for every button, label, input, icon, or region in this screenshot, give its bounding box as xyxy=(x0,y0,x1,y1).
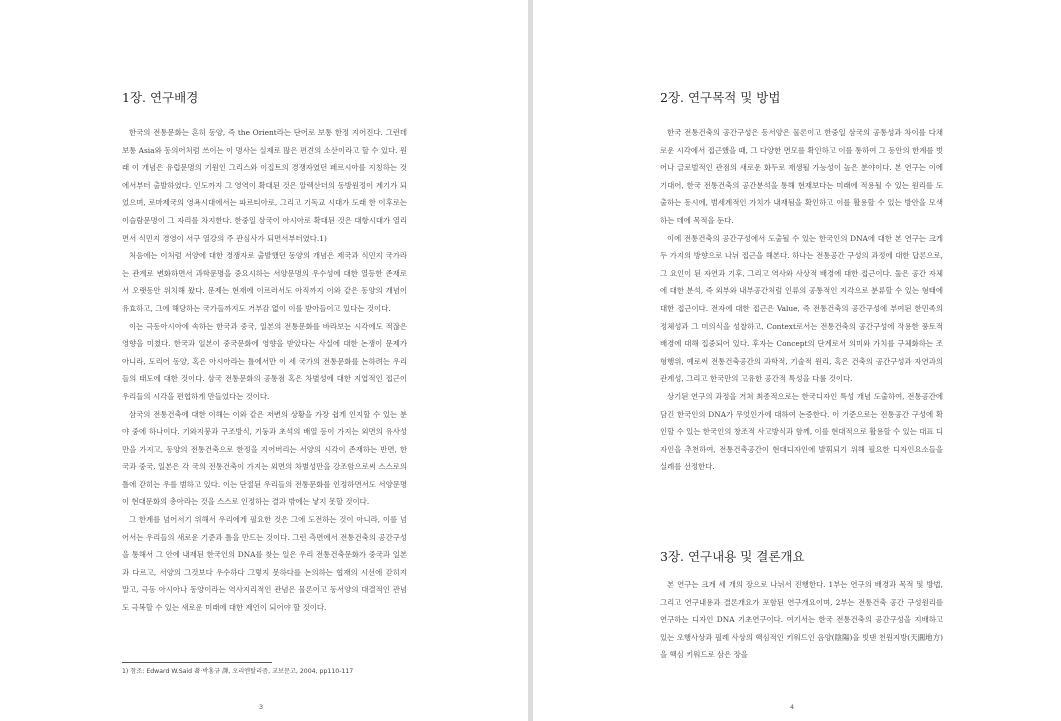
paragraph: 삼국의 전통건축에 대한 이해는 이와 같은 저변의 상황을 가장 쉽게 인지할 수 있는 분야 중에 하나이다. 기와지붕과 구조방식, 기둥과 초석의 배열 등이 가지는 외면의 유사성만을 가지고, 동양의 전통건축으로 한정을 지어버리는 서양의 시각이 존재하는 반면, 한국과 중국, 일본은 각 국의 전통건축이 가지는 외면의 차별성만을 강조함으로써 스스로의 틀에 갇히는 우를 범하고 있다. 이는 단절된 우리들의 전통문화를 인정하면서도 서양문명이 현대문화의 총아라는 것을 스스로 인정하는 결과 밖에는 낳지 못할 것이다. xyxy=(122,409,407,507)
paragraph: 한국의 전통문화는 흔히 동양, 즉 the Orient라는 단어로 보통 한정 지어진다. 그런데 보통 Asia와 동의어처럼 쓰이는 이 명사는 실제로 많은 편견의 소산이라고 할 수 있다. 원래 이 개념은 유럽문명의 기원인 그리스와 이집트의 경쟁자였던 페르시아를 지칭하는 것에서부터 출발하였다. 인도까지 그 영역이 확대된 것은 알렉산더의 동방원정이 계기가 되었으며, 로마제국의 영욕시대에서는 파르티아로, 그리고 기독교 시대가 도래 한 이후로는 이슬람문명이 그 자리를 차지한다. 한중일 삼국이 아시아로 확대된 것은 대항시대가 열리면서 식민지 경영이 서구 열강의 주 관심사가 되면서부터였다.1) xyxy=(122,128,407,243)
page-left xyxy=(0,0,528,721)
paragraph: 본 연구는 크게 세 개의 장으로 나뉘서 진행한다. 1부는 연구의 배경과 목적 및 방법, 그리고 연구내용과 결론개요가 포함된 연구개요이며, 2부는 전통건축 공간 구성원리를 연구하는 디자인 DNA 기초연구이다. 여기서는 한국 전통건축의 공간구성을 지배하고 있는 오행사상과 필례 사상의 핵심적인 키워드인 음양(陰陽)을 빗댄 천원지방(天圓地方)을 핵심 키워드로 삼은 장을 xyxy=(660,580,943,660)
paragraph: 처음에는 이처럼 서양에 대한 경쟁자로 출발했던 동양의 개념은 제국과 식민지 국가라는 관계로 변화하면서 과학문명을 중요시하는 서양문명의 우수성에 대한 열등한 존재로서 오랫동안 위치해 왔다. 문제는 현재에 이르러서도 아직까지 이와 같은 동양의 개념이 유효하고, 그에 해당하는 국가들까지도 거부감 없이 이를 받아들이고 있다는 것이다. xyxy=(122,251,407,313)
section-heading: 2장. 연구목적 및 방법 xyxy=(660,90,781,105)
page-number: 4 xyxy=(790,703,795,711)
paragraph: 이에 전통건축의 공간구성에서 도출될 수 있는 한국인의 DNA에 대한 본 연구는 크게 두 가지의 방향으로 나뉘 접근을 해본다. 하나는 전통공간 구성의 과정에 대한 답론으로, 그 요인이 된 자연과 기후, 그리고 역사와 사상적 배경에 대한 접근이다. 둘은 공간 자체에 대한 분석, 즉 외부와 내부공간처럼 인류의 공통적인 지각으로 분류할 수 있는 형태에 대한 접근이다. 전자에 대한 접근은 Value, 즉 전통건축의 공간구성에 부여된 한민족의 정체성과 그 미의식을 성찰하고, Context로서는 전통건축의 공간구성에 작용한 풍토적 배경에 대해 집중되어 있다. 후자는 Concept의 단계로서 의미와 가치를 구체화하는 조형행위, 예로써 전통건축공간의 과학적, 기술적 원리, 혹은 건축의 공간구성과 자연과의 관계성, 그리고 한국만의 고유한 공간적 특성을 다룰 것이다. xyxy=(660,233,943,384)
section-heading: 1장. 연구배경 xyxy=(122,90,199,105)
footnote-divider xyxy=(122,662,272,663)
page-right xyxy=(533,0,1061,721)
paragraph: 그 한계를 넘어서기 위해서 우리에게 필요한 것은 그에 도전하는 것이 아니라, 이를 넘어서는 우리들의 새로운 기준과 틀을 만드는 것이다. 그런 측면에서 전통건축의 공간구성을 통해서 그 안에 내재된 한국인의 DNA를 찾는 일은 우리 전통건축문화가 중국과 일본과 다르고, 서양의 그것보다 우수하다 그렇지 못하다를 논의하는 협재의 시선에 갇히지 말고, 극동 아시아나 동양이라는 역사지리적인 관념은 물론이고 동서양의 대결적인 관념도 극복할 수 있는 새로운 미래에 대한 제언이 되어야 할 것이다. xyxy=(122,515,407,613)
paragraph: 이는 극동아시아에 속하는 한국과 중국, 일본의 전통문화를 바라보는 시각에도 적잖은 영향을 미쳤다. 한국과 일본이 중국문화에 영향을 받았다는 사실에 대한 논쟁이 문제가 아니라, 도리어 동양, 혹은 아시아라는 틀에서만 이 세 국가의 전통문화를 논하려는 우리들의 태도에 대한 것이다. 삼국 전통문화의 공통점 혹은 차별성에 대한 지엽적인 접근이 우리들의 시각을 편협하게 만들었다는 것이다. xyxy=(122,321,407,401)
body-text xyxy=(660,576,943,664)
body-text xyxy=(660,124,943,476)
paragraph: 상기된 연구의 과정을 거쳐 최종적으로는 한국디자인 특성 개념 도출하여, 전통공간에 담긴 한국인의 DNA가 무엇인가에 대하여 논증한다. 이 기준으로는 전통공간 구성에 확인할 수 있는 한국인의 창조적 사고방식과 함께, 이를 현대적으로 활용할 수 있는 대표 디자인을 추천하여, 전통건축공간이 현대디자인에 발휘되기 위해 필요한 디자인요소들을 실례를 선정한다. xyxy=(660,391,943,472)
page-number: 3 xyxy=(259,703,264,711)
section-heading: 3장. 연구내용 및 결론개요 xyxy=(660,549,805,564)
footnote: 1) 참조: Edward W.Said 著·박홍규 譯, 오리엔탈리즘, 교보문고, 2004, pp110-117 xyxy=(122,668,354,675)
paragraph: 한국 전통건축의 공간구성은 동서양은 물론이고 한중일 삼국의 공통성과 차이를 다채로운 시각에서 접근했을 때, 그 다양한 면모를 확인하고 이를 통하여 그 동안의 한계를 벗어나 글로벌적인 관점의 새로운 화두로 재생될 가능성이 높은 분야이다. 본 연구는 이에 기대어, 한국 전통건축의 공간분석을 통해 현재보다는 미래에 적용될 수 있는 원리를 도출하는 동시에, 범세계적인 가치가 내재됨을 확인하고 이를 활용할 수 있는 방안을 모색하는 데에 목적을 둔다. xyxy=(660,128,943,225)
body-text xyxy=(122,124,407,617)
